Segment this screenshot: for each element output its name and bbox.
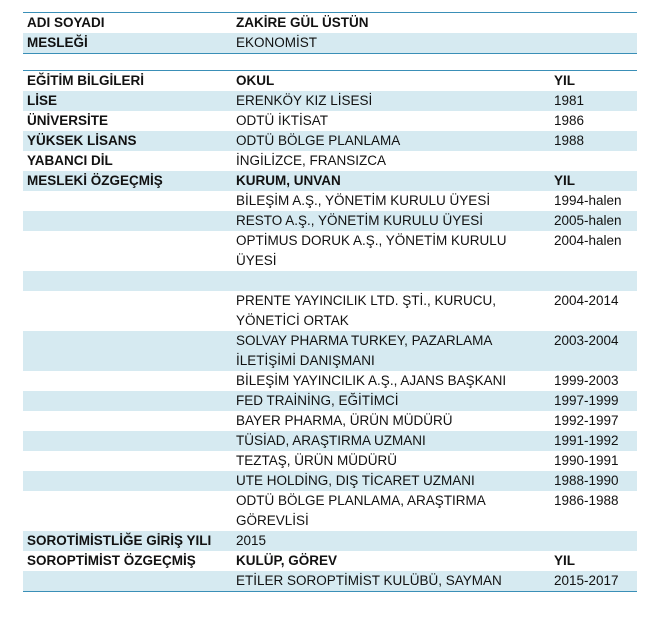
- career-row: [23, 331, 637, 371]
- career-year: 2004-halen: [554, 233, 622, 248]
- soroptimist-year: 2015-2017: [554, 573, 619, 588]
- name-value: ZAKİRE GÜL ÜSTÜN: [236, 15, 369, 30]
- year-column-header: YIL: [554, 73, 576, 88]
- education-year: 1986: [554, 113, 585, 128]
- career-year: 1999-2003: [554, 373, 619, 388]
- career-row: [23, 291, 637, 331]
- career-row: [23, 191, 637, 211]
- education-school: ODTÜ BÖLGE PLANLAMA: [236, 133, 401, 148]
- career-row: [23, 431, 637, 451]
- institution-column-header: KURUM, UNVAN: [236, 173, 341, 188]
- career-row: [23, 371, 637, 391]
- career-row: [23, 231, 637, 271]
- education-label: YÜKSEK LİSANS: [27, 133, 137, 148]
- education-label: YABANCI DİL: [27, 153, 113, 168]
- career-row: [23, 391, 637, 411]
- career-year: 1997-1999: [554, 393, 619, 408]
- education-row: [23, 131, 637, 151]
- career-institution: UTE HOLDİNG, DIŞ TİCARET UZMANI: [236, 473, 475, 488]
- career-institution: SOLVAY PHARMA TURKEY, PAZARLAMA İLETİŞİMİ DANIŞMANI: [236, 333, 492, 368]
- career-institution: TÜSİAD, ARAŞTIRMA UZMANI: [236, 433, 426, 448]
- education-school: İNGİLİZCE, FRANSIZCA: [236, 153, 387, 168]
- career-year: 1994-halen: [554, 193, 622, 208]
- career-year: 1986-1988: [554, 493, 619, 508]
- profession-row: [23, 33, 637, 53]
- education-school: ERENKÖY KIZ LİSESİ: [236, 93, 373, 108]
- soroptimist-header-row: [23, 551, 637, 571]
- career-institution: RESTO A.Ş., YÖNETİM KURULU ÜYESİ: [236, 213, 484, 228]
- soroptimist-club: ETİLER SOROPTİMİST KULÜBÜ, SAYMAN: [236, 573, 502, 588]
- education-header-label: EĞİTİM BİLGİLERİ: [27, 73, 144, 88]
- career-year: 2003-2004: [554, 333, 619, 348]
- school-column-header: OKUL: [236, 73, 275, 88]
- career-year: 1991-1992: [554, 433, 619, 448]
- cv-details-table: [23, 70, 637, 592]
- career-year: 2005-halen: [554, 213, 622, 228]
- career-year-column-header: YIL: [554, 173, 576, 188]
- career-institution: BAYER PHARMA, ÜRÜN MÜDÜRÜ: [236, 413, 453, 428]
- soroptimist-header-label: SOROPTİMİST ÖZGEÇMİŞ: [27, 553, 196, 568]
- career-institution: PRENTE YAYINCILIK LTD. ŞTİ., KURUCU, YÖNETİCİ ORTAK: [236, 293, 497, 328]
- career-institution: ODTÜ BÖLGE PLANLAMA, ARAŞTIRMA GÖREVLİSİ: [236, 493, 486, 528]
- education-header-row: [23, 71, 637, 91]
- education-label: LİSE: [27, 93, 58, 108]
- profession-value: EKONOMİST: [236, 35, 318, 50]
- education-label: ÜNİVERSİTE: [27, 113, 109, 128]
- career-header-row: [23, 171, 637, 191]
- career-year: 1988-1990: [554, 473, 619, 488]
- career-year: 1990-1991: [554, 453, 619, 468]
- education-year: 1981: [554, 93, 585, 108]
- education-row: [23, 111, 637, 131]
- career-year: 1992-1997: [554, 413, 619, 428]
- soroptimist-entry-row: [23, 531, 637, 551]
- career-institution: OPTİMUS DORUK A.Ş., YÖNETİM KURULU ÜYESİ: [236, 233, 507, 268]
- education-row: [23, 151, 637, 171]
- soroptimist-entry-label: SOROTİMİSTLİĞE GİRİŞ YILI: [27, 533, 212, 548]
- career-header-label: MESLEKİ ÖZGEÇMİŞ: [27, 173, 163, 188]
- profession-label: MESLEĞİ: [27, 35, 88, 50]
- name-label: ADI SOYADI: [27, 15, 105, 30]
- soroptimist-row: [23, 571, 637, 591]
- career-row: [23, 271, 637, 291]
- club-column-header: KULÜP, GÖREV: [236, 553, 338, 568]
- career-row: [23, 451, 637, 471]
- personal-info-table: [23, 12, 637, 54]
- soroptimist-entry-value: 2015: [236, 533, 267, 548]
- education-row: [23, 91, 637, 111]
- education-year: 1988: [554, 133, 585, 148]
- career-year: 2004-2014: [554, 293, 619, 308]
- career-institution: BİLEŞİM YAYINCILIK A.Ş., AJANS BAŞKANI: [236, 373, 507, 388]
- career-institution: TEZTAŞ, ÜRÜN MÜDÜRÜ: [236, 453, 397, 468]
- career-row: [23, 491, 637, 531]
- soroptimist-year-column-header: YIL: [554, 553, 576, 568]
- career-row: [23, 471, 637, 491]
- career-institution: BİLEŞİM A.Ş., YÖNETİM KURULU ÜYESİ: [236, 193, 491, 208]
- career-row: [23, 211, 637, 231]
- name-row: [23, 13, 637, 33]
- career-institution: FED TRAİNİNG, EĞİTİMCİ: [236, 393, 399, 408]
- education-school: ODTÜ İKTİSAT: [236, 113, 329, 128]
- career-row: [23, 411, 637, 431]
